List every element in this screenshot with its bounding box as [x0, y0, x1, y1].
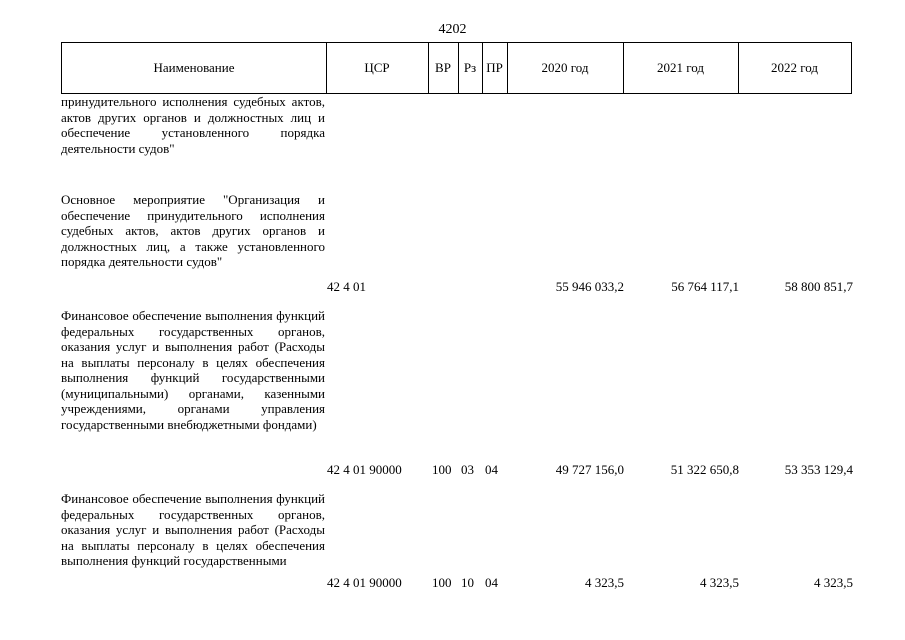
header-2021: 2021 год: [657, 60, 704, 75]
row-vr: 100: [432, 462, 452, 477]
row-2020: 4 323,5: [585, 575, 624, 590]
row-rz: 03: [461, 462, 474, 477]
row-name: Финансовое обеспечение выполнения функций федеральных государственных органов, оказания услуг и выполнения работ (Расходы на выплаты персоналу в целях обеспечения выполнения функций государственными: [61, 491, 325, 568]
row-2022: 4 323,5: [814, 575, 853, 590]
row-vr: 100: [432, 575, 452, 590]
row-name: принудительного исполнения судебных актов, актов других органов и должностных лиц и обеспечение установленного порядка деятельности судов": [61, 94, 325, 156]
row-rz: 10: [461, 575, 474, 590]
header-name: Наименование: [153, 60, 235, 75]
header-pr: ПР: [486, 60, 503, 75]
row-2020: 49 727 156,0: [555, 462, 624, 477]
row-name: Финансовое обеспечение выполнения функций федеральных государственных органов, оказания услуг и выполнения работ (Расходы на выплаты персоналу в целях обеспечения выполнения функций государственными (муниципальными) органами, казенными учреждениями, органами управления государственными внебюджетными фондами): [61, 308, 325, 432]
header-2022: 2022 год: [771, 60, 818, 75]
table-header: [61, 42, 852, 94]
row-2022: 53 353 129,4: [784, 462, 853, 477]
row-csr: 42 4 01 90000: [327, 575, 402, 590]
row-2022: 58 800 851,7: [784, 279, 853, 294]
header-2020: 2020 год: [541, 60, 589, 75]
row-csr: 42 4 01 90000: [327, 462, 402, 477]
header-rz: Рз: [463, 60, 477, 75]
row-name: Основное мероприятие "Организация и обеспечение принудительного исполнения судебных актов, актов других органов и должностных лиц, а также установленного порядка деятельности судов": [61, 192, 325, 269]
row-csr: 42 4 01: [327, 279, 366, 294]
row-2021: 4 323,5: [700, 575, 739, 590]
header-csr: ЦСР: [364, 60, 390, 75]
row-pr: 04: [485, 462, 498, 477]
row-2021: 51 322 650,8: [670, 462, 739, 477]
row-pr: 04: [485, 575, 498, 590]
row-2020: 55 946 033,2: [555, 279, 624, 294]
row-2021: 56 764 117,1: [671, 279, 739, 294]
header-vr: ВР: [435, 60, 451, 75]
page-number: 4202: [438, 22, 467, 37]
